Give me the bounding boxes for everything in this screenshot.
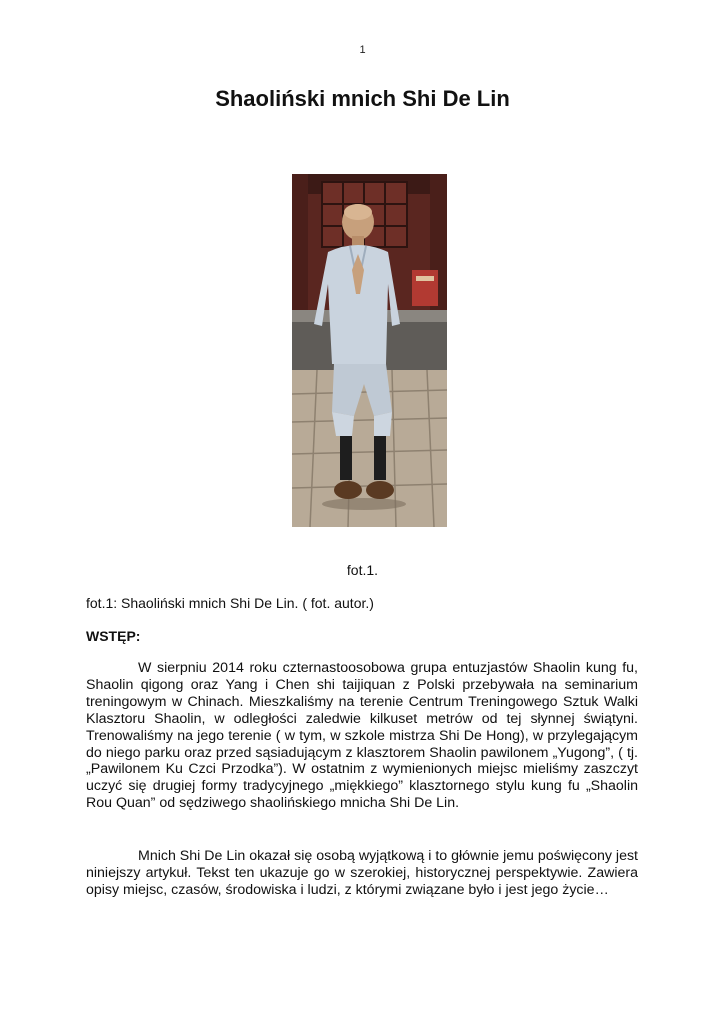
figure-caption-full: fot.1: Shaoliński mnich Shi De Lin. ( fot. autor.)	[86, 595, 374, 611]
page-number: 1	[359, 44, 366, 56]
figure-caption-short: fot.1.	[346, 562, 379, 578]
paragraph: W sierpniu 2014 roku czternastoosobowa grupa entuzjastów Shaolin kung fu, Shaolin qigong oraz Yang i Chen shi taijiquan z Polski przebywała na seminarium treningowym w Chinach. Mieszkaliśmy na terenie Centrum Treningowego Sztuk Walki Klasztoru Shaolin, w odległości zaledwie kilkuset metrów od tej słynnej świątyni. Trenowaliśmy na jego terenie ( w tym, w szkole mistrza Shi De Hong), w przylegającym do niego parku oraz przed sąsiadującym z klasztorem Shaolin pawilonem „Yugong”, ( tj. „Pawilonem Ku Czci Przodka”). W ostatnim z wymienionych miejsc mieliśmy zaszczyt uczyć się drugiej formy tradycyjnego „miękkiego” klasztornego stylu kung fu „Shaolin Rou Quan” od sędziwego shaolińskiego mnicha Shi De Lin.	[86, 660, 638, 812]
paragraph: Mnich Shi De Lin okazał się osobą wyjątkową i to głównie jemu poświęcony jest niniejszy artykuł. Tekst ten ukazuje go w szerokiej, historycznej perspektywie. Zawiera opisy miejsc, czasów, środowiska i ludzi, z którymi związane było i jest jego życie…	[86, 848, 638, 898]
monk-photo	[292, 174, 447, 527]
document-title: Shaoliński mnich Shi De Lin	[215, 86, 510, 111]
section-heading: WSTĘP:	[86, 628, 141, 644]
